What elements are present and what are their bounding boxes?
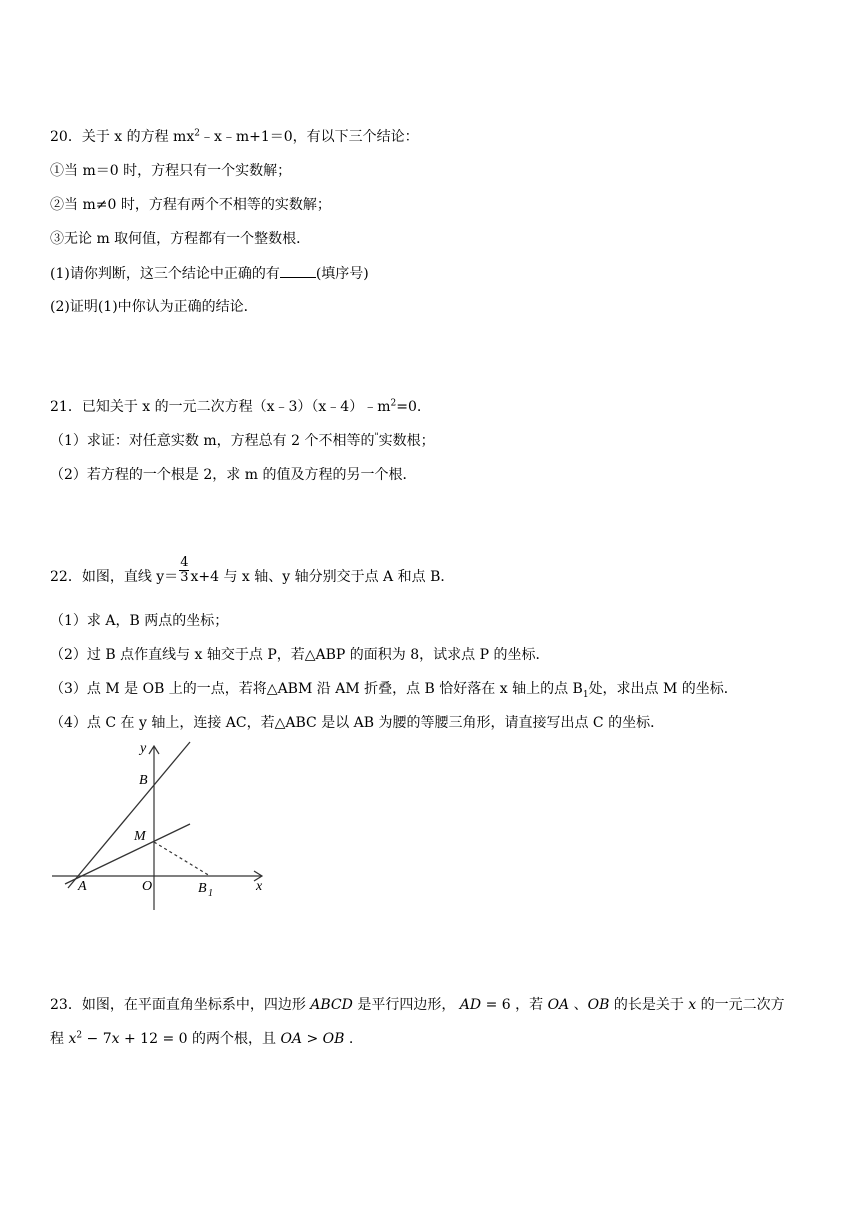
- q22-stem: 22．如图，直线 y＝ $\frac{4}{3}$ x+4 与 x 轴、y 轴分别交于点 A 和点 B．: [50, 554, 455, 585]
- q21-part-2: （2）若方程的一个根是 2，求 m 的值及方程的另一个根．: [50, 467, 417, 483]
- label-o: O: [142, 879, 153, 894]
- label-b: B: [139, 773, 148, 788]
- q20-part-2: (2)证明(1)中你认为正确的结论．: [50, 299, 258, 315]
- q20-conclusion-3: ③无论 m 取何值，方程都有一个整数根．: [50, 231, 311, 247]
- q20-conclusion-1: ①当 m＝0 时，方程只有一个实数解；: [50, 163, 292, 179]
- label-a: A: [78, 879, 87, 894]
- line-ab: [68, 742, 190, 888]
- q23-line-1: 23．如图，在平面直角坐标系中，四边形 ABCD 是平行四边形， AD = 6 ，若 OA 、OB 的长是关于 x 的一元二次方: [50, 997, 785, 1013]
- q22-part-1: （1）求 A，B 两点的坐标；: [50, 613, 229, 629]
- q23-line-2: 程 $x^2 - 7x + 12 = 0$ 的两个根，且 OA > OB .: [50, 1030, 354, 1047]
- q20-stem: 20．关于 x 的方程 $mx^2﹣x﹣m+1=0$，有以下三个结论：: [50, 128, 419, 145]
- label-m: M: [134, 829, 146, 844]
- label-b1-subscript: 1: [208, 888, 213, 899]
- q22-part-4: （4）点 C 在 y 轴上，连接 AC，若△ABC 是以 AB 为腰的等腰三角形，请直接写出点 C 的坐标．: [50, 715, 665, 731]
- line-am: [65, 824, 190, 884]
- q21-stem: 21．已知关于 x 的一元二次方程$(x﹣3)(x﹣4)﹣m^2=0$.: [50, 398, 422, 415]
- coordinate-figure: [50, 740, 280, 912]
- label-x: x: [256, 879, 263, 894]
- label-y: y: [140, 741, 147, 756]
- fold-segment-mb1: [154, 842, 210, 876]
- q22-part-3: （3）点 M 是 OB 上的一点，若将△ABM 沿 AM 折叠，点 B 恰好落在 x 轴上的点 $B_1$处，求出点 M 的坐标．: [50, 681, 738, 700]
- q20-part-1: (1)请你判断，这三个结论中正确的有 (填序号): [50, 266, 369, 282]
- answer-blank: [280, 264, 316, 278]
- q22-part-2: （2）过 B 点作直线与 x 轴交于点 P，若△ABP 的面积为 8，试求点 P 的坐标．: [50, 647, 550, 663]
- q20-conclusion-2: ②当 m≠0 时，方程有两个不相等的实数解；: [50, 197, 331, 213]
- q21-part-1: （1）求证：对任意实数 m，方程总有 2 个不相等的"实数根；: [50, 432, 435, 449]
- label-b1: B: [198, 881, 207, 896]
- fraction: $\frac{4}{3}$: [180, 554, 189, 585]
